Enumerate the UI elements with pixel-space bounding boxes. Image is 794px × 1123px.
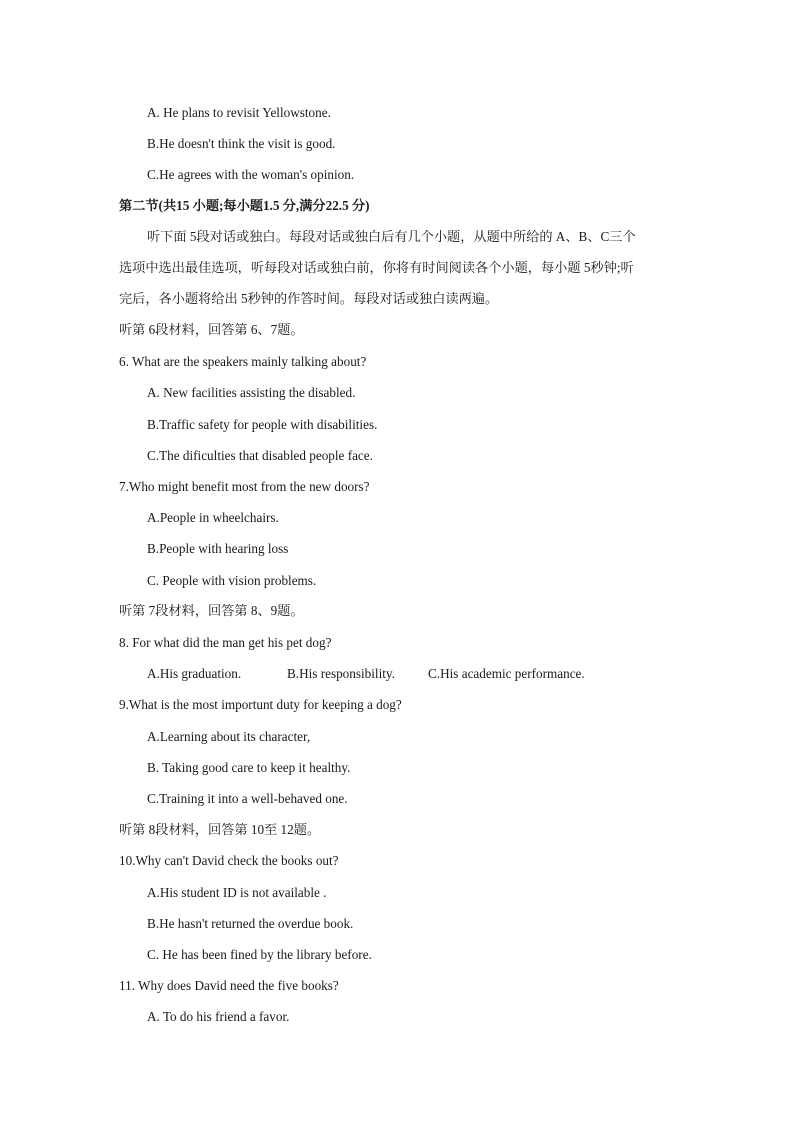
question-8-option-b: B.His responsibility. [287,666,395,681]
section-heading: 第二节(共15 小题;每小题1.5 分,满分22.5 分) [119,198,370,213]
prev-option-b: B.He doesn't think the visit is good. [147,136,336,151]
question-11: 11. Why does David need the five books? [119,978,339,993]
question-7-option-c: C. People with vision problems. [147,573,317,588]
question-9-option-c: C.Training it into a well-behaved one. [147,791,348,806]
question-8-option-a: A.His graduation. [147,666,242,681]
question-8-options [147,665,585,683]
question-6: 6. What are the speakers mainly talking about? [119,354,367,369]
question-7-option-a: A.People in wheelchairs. [147,510,279,525]
question-10: 10.Why can't David check the books out? [119,853,339,868]
question-10-option-b: B.He hasn't returned the overdue book. [147,916,354,931]
passage-6-note: 听第 6段材料，回答第 6、7题。 [119,322,304,337]
instructions-line-1: 听下面 5段对话或独白。每段对话或独白后有几个小题，从题中所给的 A、B、C三个 [147,229,636,244]
question-6-option-a: A. New facilities assisting the disabled. [147,385,356,400]
question-10-option-c: C. He has been fined by the library before. [147,947,372,962]
prev-option-c: C.He agrees with the woman's opinion. [147,167,355,182]
prev-option-a: A. He plans to revisit Yellowstone. [147,105,331,120]
question-9: 9.What is the most importunt duty for keeping a dog? [119,697,402,712]
question-8-option-c: C.His academic performance. [428,666,585,681]
question-9-option-b: B. Taking good care to keep it healthy. [147,760,351,775]
question-7: 7.Who might benefit most from the new doors? [119,479,370,494]
instructions-line-2: 选项中选出最佳选项，听每段对话或独白前，你将有时间阅读各个小题，每小题 5秒钟;听 [119,260,634,275]
question-11-option-a: A. To do his friend a favor. [147,1009,290,1024]
question-8: 8. For what did the man get his pet dog? [119,635,332,650]
instructions-line-3: 完后，各小题将给出 5秒钟的作答时间。每段对话或独白读两遍。 [119,291,499,306]
question-6-option-b: B.Traffic safety for people with disabilities. [147,417,378,432]
passage-8-note: 听第 8段材料，回答第 10至 12题。 [119,822,321,837]
passage-7-note: 听第 7段材料，回答第 8、9题。 [119,603,304,618]
question-10-option-a: A.His student ID is not available . [147,885,327,900]
question-6-option-c: C.The dificulties that disabled people face. [147,448,373,463]
question-7-option-b: B.People with hearing loss [147,541,289,556]
question-9-option-a: A.Learning about its character, [147,729,311,744]
